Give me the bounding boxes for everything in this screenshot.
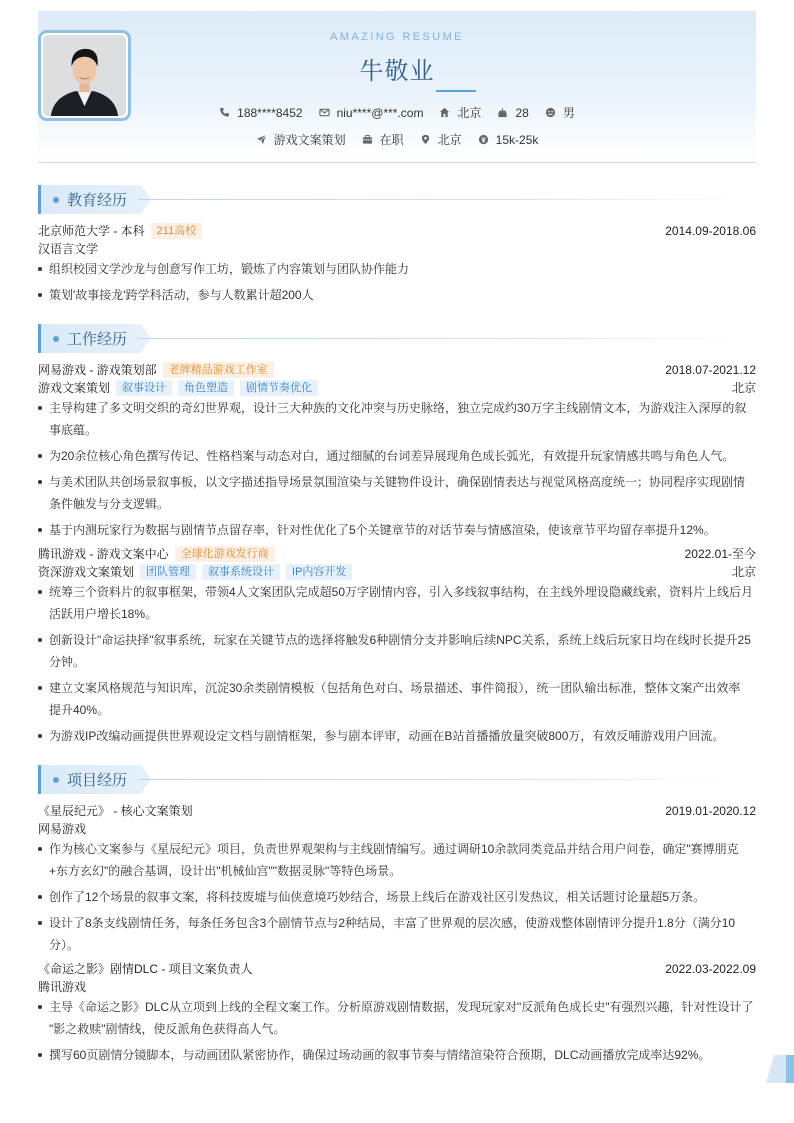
age-info [497, 106, 528, 120]
email-info [319, 106, 424, 120]
education-section-title [38, 185, 141, 214]
job-intent-row [38, 131, 756, 148]
project-entry-head [38, 802, 756, 819]
project-name: 《命运之影》剧情DLC - 项目文案负责人 [38, 962, 253, 976]
job-status-text: 在职 [379, 133, 404, 147]
work-title-text: 工作经历 [67, 331, 128, 348]
project-period: 2022.03-2022.09 [665, 961, 756, 976]
skill-tag: 团队管理 [140, 564, 196, 580]
work-period: 2022.01-至今 [684, 547, 756, 561]
job-role: 游戏文案策划 [38, 381, 111, 395]
work-entry-head [38, 545, 756, 562]
education-bullet: 组织校园文学沙龙与创意写作工坊，锻炼了内容策划与团队协作能力 [38, 258, 756, 280]
gender-info [545, 104, 575, 121]
projects-title-text: 项目经历 [67, 772, 128, 789]
projects-section-title [38, 765, 141, 794]
company-tag: 老牌精品游戏工作室 [163, 362, 274, 378]
project-company-row [38, 978, 756, 995]
phone-icon [219, 107, 230, 118]
job-target-text: 游戏文案策划 [273, 133, 346, 147]
email-text: niu****@***.com [336, 105, 424, 120]
candidate-name: 牛敬业 [359, 58, 435, 85]
send-icon [256, 134, 267, 145]
project-bullet: 撰写60页剧情分镜脚本，与动画团队紧密协作，确保过场动画的叙事节奏与情绪渲染符合预期，DLC动画播放完成率达92%。 [38, 1044, 756, 1066]
major-name: 汉语言文学 [38, 242, 99, 256]
company-name: 腾讯游戏 - 游戏文案中心 [38, 547, 169, 561]
project-company: 网易游戏 [38, 822, 87, 836]
cake-icon [497, 107, 508, 118]
home-icon [439, 107, 450, 118]
education-period: 2014.09-2018.06 [665, 223, 756, 238]
work-bullet: 主导构建了多文明交织的奇幻世界观，设计三大种族的文化冲突与历史脉络，独立完成约30万字主线剧情文本，为游戏注入深厚的叙 事底蕴。 [38, 397, 756, 441]
gender-text: 男 [562, 106, 575, 120]
work-city: 北京 [731, 381, 756, 395]
phone-info [219, 106, 302, 120]
skill-tag: 叙事设计 [116, 380, 172, 396]
skill-tag: 剧情节奏优化 [240, 380, 318, 396]
job-target-info [256, 131, 346, 148]
projects-divider [138, 779, 738, 780]
skill-tag: 叙事系统设计 [202, 564, 280, 580]
project-period: 2019.01-2020.12 [665, 803, 756, 818]
project-entry-head [38, 960, 756, 977]
work-divider [138, 338, 738, 339]
corner-decoration-icon [766, 1055, 794, 1083]
job-city-info [420, 131, 462, 148]
work-role-row [38, 563, 756, 580]
phone-text: 188****8452 [237, 105, 303, 120]
work-bullet: 建立文案风格规范与知识库，沉淀30余类剧情模板（包括角色对白、场景描述、事件简报），统一团队输出标准，整体文案产出效率 提升40%。 [38, 677, 756, 721]
company-name: 网易游戏 - 游戏策划部 [38, 363, 157, 377]
work-bullet: 基于内测玩家行为数据与剧情节点留存率，针对性优化了5个关键章节的对话节奏与情感渲染，使该章节平均留存率提升12%。 [38, 519, 756, 541]
salary-text: 15k-25k [495, 132, 539, 147]
work-bullet: 为20余位核心角色撰写传记、性格档案与动态对白，通过细腻的台词差异展现角色成长弧光，有效提升玩家情感共鸣与角色人气。 [38, 445, 756, 467]
project-company-row [38, 820, 756, 837]
resume-english-title: AMAZING RESUME [330, 31, 464, 43]
skill-tag: 角色塑造 [178, 380, 234, 396]
location-pin-icon [420, 134, 431, 145]
job-city-text: 北京 [437, 133, 462, 147]
work-entry-head [38, 361, 756, 378]
work-role-row [38, 379, 756, 396]
briefcase-icon [362, 134, 373, 145]
work-city: 北京 [731, 565, 756, 579]
work-bullet: 创新设计"命运抉择"叙事系统，玩家在关键节点的选择将触发6种剧情分支并影响后续NPC关系，系统上线后玩家日均在线时长提升25 分钟。 [38, 629, 756, 673]
work-bullet: 与美术团队共创场景叙事板，以文字描述指导场景氛围渲染与关键物件设计，确保剧情表达与视觉风格高度统一；协同程序实现剧情 条件触发与分支逻辑。 [38, 471, 756, 515]
home-city-info [439, 104, 481, 121]
work-section-title [38, 324, 141, 353]
education-entry-head [38, 222, 756, 239]
school-name: 北京师范大学 - 本科 [38, 224, 145, 238]
salary-info [478, 133, 539, 147]
job-role: 资深游戏文案策划 [38, 565, 135, 579]
project-bullet: 作为核心文案参与《星辰纪元》项目，负责世界观架构与主线剧情编写。通过调研10余款同类竞品并结合用户问卷，确定"赛博朋克 +东方玄幻"的融合基调，设计出"机械仙宫""数据灵脉"等特色场景。 [38, 838, 756, 882]
project-bullet: 主导《命运之影》DLC从立项到上线的全程文案工作。分析原游戏剧情数据，发现玩家对"反派角色成长史"有强烈兴趣，针对性设计了 "影之救赎"剧情线，使反派角色获得高人气。 [38, 996, 756, 1040]
age-text: 28 [515, 105, 529, 120]
company-tag: 全球化游戏发行商 [175, 546, 275, 562]
work-bullet: 为游戏IP改编动画提供世界观设定文档与剧情框架，参与剧本评审，动画在B站首播播放量突破800万，有效反哺游戏用户回流。 [38, 725, 756, 747]
job-status-info [362, 131, 404, 148]
education-title-text: 教育经历 [67, 192, 128, 209]
salary-icon [478, 134, 489, 145]
project-company: 腾讯游戏 [38, 980, 87, 994]
work-bullet: 统筹三个资料片的叙事框架，带领4人文案团队完成超50万字剧情内容，引入多线叙事结构，在主线外埋设隐藏线索，资料片上线后月 活跃用户增长18%。 [38, 581, 756, 625]
project-name: 《星辰纪元》 - 核心文案策划 [38, 804, 193, 818]
name-underline [436, 90, 476, 92]
gender-icon [545, 107, 556, 118]
contact-info-row [38, 104, 756, 121]
skill-tag: IP内容开发 [286, 564, 352, 580]
project-bullet: 创作了12个场景的叙事文案，将科技废墟与仙侠意境巧妙结合，场景上线后在游戏社区引发热议，相关话题讨论量超5万条。 [38, 886, 756, 908]
mail-icon [319, 107, 330, 118]
education-major-row [38, 240, 756, 257]
education-bullet: 策划'故事接龙'跨学科活动，参与人数累计超200人 [38, 284, 756, 306]
home-city-text: 北京 [457, 106, 482, 120]
work-period: 2018.07-2021.12 [665, 362, 756, 377]
education-divider [138, 199, 738, 200]
project-bullet: 设计了8条支线剧情任务，每条任务包含3个剧情节点与2种结局，丰富了世界观的层次感，使游戏整体剧情评分提升1.8分（满分10 分）。 [38, 912, 756, 956]
resume-header [38, 11, 756, 163]
school-tag: 211高校 [151, 223, 203, 239]
